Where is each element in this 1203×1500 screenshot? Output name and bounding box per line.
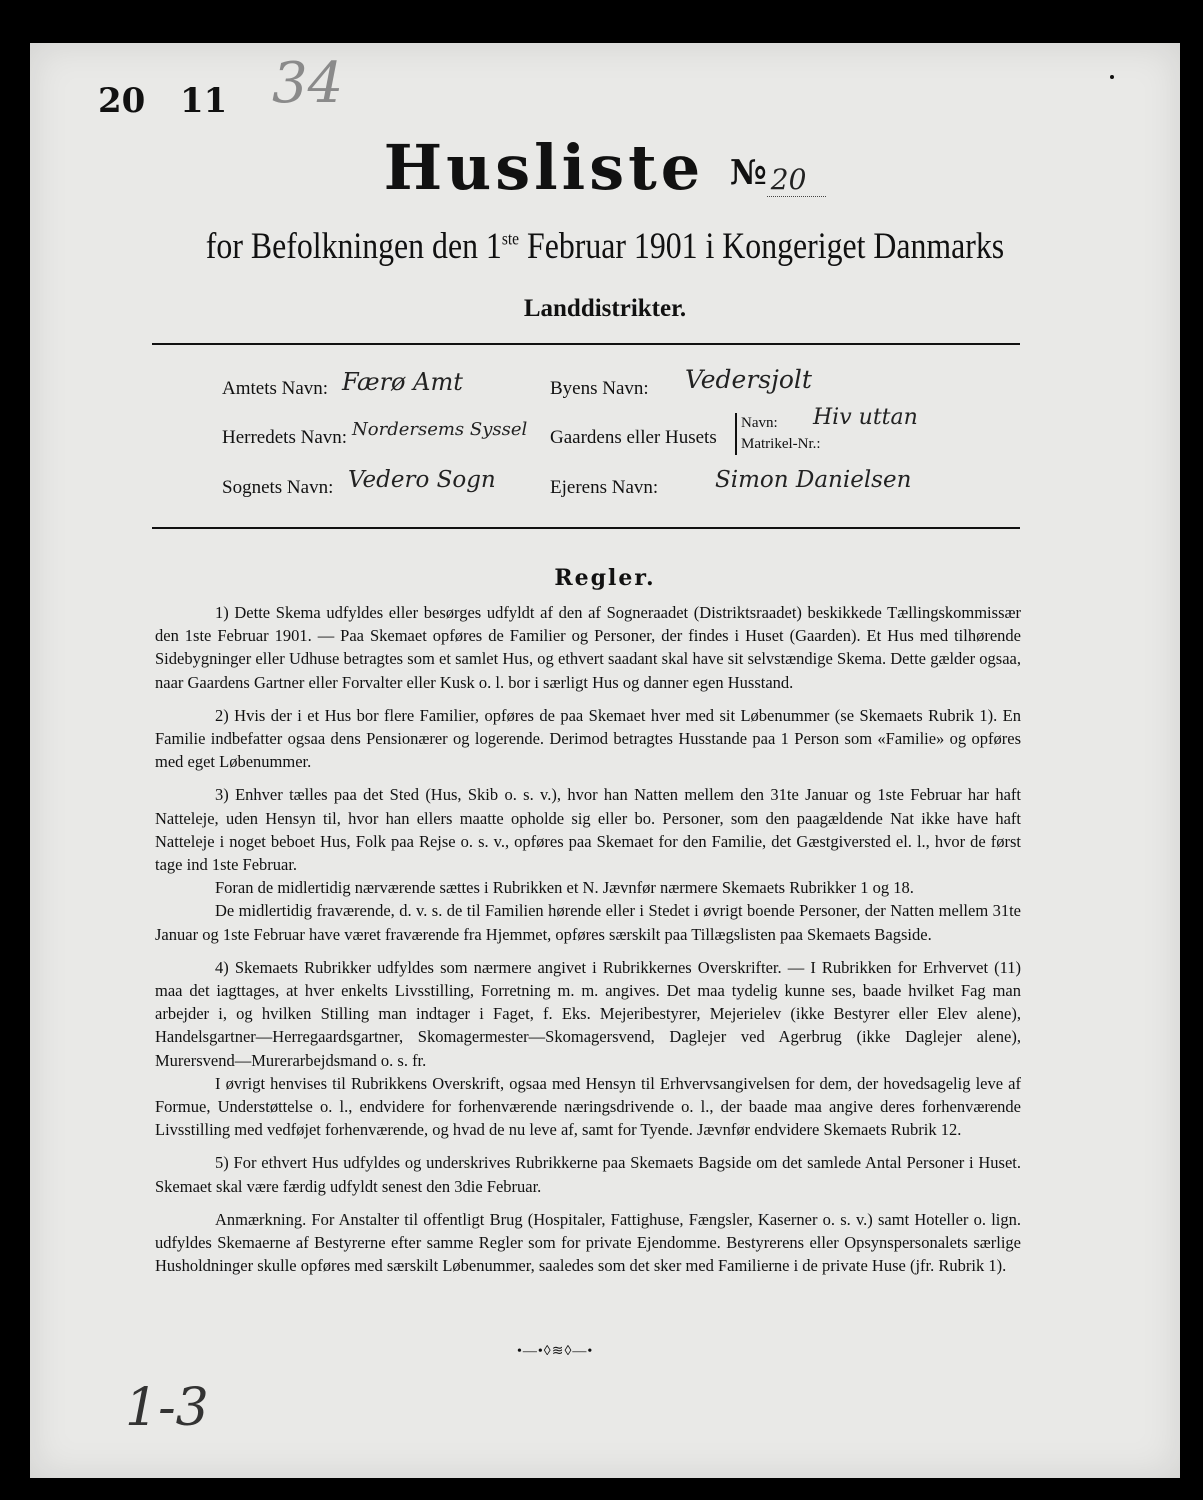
subtitle-post: Februar 1901 i Kongeriget Danmarks	[519, 226, 1005, 267]
pencil-page-number: 34	[272, 51, 344, 116]
title-text: Husliste	[383, 131, 705, 204]
number-sign: №	[729, 153, 767, 193]
district-heading: Landdistrikter.	[523, 295, 687, 322]
rule-4-note: I øvrigt henvises til Rubrikkens Overskrift, ogsaa med Hensyn til Erhvervsangivelsen for dem, der hovedsagelig leve af Formue, Understøttelse o. l., endvidere for forhenværende næringsdrivende o. l., der baade maa angive deres forhenværende Livsstilling med vedføjet forhenværende, og hvad de nu leve af, samt for Tyende. Jævnfør endvidere Skemaets Rubrik 12.	[155, 1073, 1021, 1140]
gaard-bracket	[735, 413, 821, 455]
navn-label: Navn:	[741, 415, 778, 431]
house-number-value: 20	[767, 163, 827, 197]
bottom-rule	[152, 527, 1020, 529]
ink-dot	[1110, 75, 1114, 79]
rule-3-note-b: De midlertidig fraværende, d. v. s. de til Familien hørende eller i Stedet i øvrigt boende Personer, der Natten mellem 31te Januar og 1ste Februar have været fraværende fra Hjemmet, opføres særskilt paa Tillægslisten paa Skemaets Bagside.	[155, 901, 1021, 944]
subtitle-pre: for Befolkningen den 1	[205, 226, 502, 267]
rule-3-note-a: Foran de midlertidig nærværende sættes i Rubrikken et N. Jævnfør nærmere Skemaets Rubrikker 1 og 18.	[215, 878, 914, 898]
sogn-label: Sognets Navn:	[222, 477, 334, 498]
bottom-pencil-note: 1-3	[125, 1378, 209, 1438]
amt-value: Færø Amt	[342, 368, 463, 396]
rule-1: 1) Dette Skema udfyldes eller besørges udfyldt af den af Sogneraadet (Distriktsraadet) beskikkede Tællingskommissær den 1ste Februar 1901. — Paa Skemaet opføres de Familier og Personer, der findes i Huset (Gaarden). Et Hus med tilhørende Sidebygninger eller Udhuse betragtes som et samlet Hus, og ethvert saadant skal have sit selvstændige Skema. Dette gælder ogsaa, naar Gaardens Gartner eller Forvalter eller Kusk o. l. bor i særligt Hus og danner egen Husstand.	[155, 603, 1021, 692]
matrikel-label: Matrikel-Nr.:	[741, 436, 821, 452]
sogn-value: Vedero Sogn	[348, 467, 496, 493]
herred-value: Nordersems Syssel	[352, 419, 528, 440]
top-rule	[152, 343, 1020, 345]
by-value: Vedersjolt	[685, 365, 812, 394]
rules-text	[155, 601, 1021, 1287]
rule-2: 2) Hvis der i et Hus bor flere Familier, opføres de paa Skemaet hver med sit Løbenummer (se Skemaets Rubrik 1). En Familie indbefatter ogsaa dens Pensionærer og logerende. Derimod betragtes Husstande paa 1 Person som «Familie» og opføres med eget Løbenummer.	[155, 705, 1021, 772]
form-title	[30, 131, 1180, 204]
rule-5: 5) For ethvert Hus udfyldes og underskrives Rubrikkerne paa Skemaets Bagside om det samlede Antal Personer i Huset. Skemaet skal være færdig udfyldt senest den 3die Februar.	[155, 1153, 1021, 1196]
stamp-number-2: 11	[180, 81, 228, 121]
subtitle-sup: ste	[501, 228, 520, 249]
by-label: Byens Navn:	[550, 378, 649, 399]
ornament-divider: •—•◊≋◊—•	[517, 1344, 594, 1359]
herred-label: Herredets Navn:	[222, 427, 348, 448]
navn-value: Hiv uttan	[813, 405, 918, 430]
ejer-label: Ejerens Navn:	[550, 477, 659, 498]
amt-label: Amtets Navn:	[222, 378, 329, 399]
stamp-number-1: 20	[98, 81, 146, 121]
rules-heading: Regler.	[554, 565, 656, 591]
form-subtitle	[111, 225, 1100, 268]
gaard-label: Gaardens eller Husets	[550, 427, 717, 448]
annotation: Anmærkning. For Anstalter til offentligt Brug (Hospitaler, Fattighuse, Fængsler, Kaserner o. s. v.) samt Hoteller o. lign. udfyldes Skemaerne af Bestyrerne efter samme Regler som for private Ejendomme. Bestyrerens eller Opsynspersonalets særlige Husholdninger skulle opføres med særskilt Løbenummer, saaledes som det sker med Familierne i de private Huse (jfr. Rubrik 1).	[155, 1209, 1021, 1276]
census-form-sheet	[30, 43, 1180, 1478]
rule-4: 4) Skemaets Rubrikker udfyldes som nærmere angivet i Rubrikkernes Overskrifter. — I Rubrikken for Erhvervet (11) maa det iagttages, at hver enkelts Livsstilling, Forretning m. m. angives. Det maa tydelig kunne ses, baade hvilket Fag man arbejder i, og hvilken Stilling man indtager i Faget, f. Eks. Mejeribestyrer, Mejerielev (ikke Bestyrer eller Elev alene), Handelsgartner—Herregaardsgartner, Skomagermester—Skomagersvend, Daglejer ved Agerbrug (ikke Daglejer alene), Murersvend—Murerarbejdsmand o. s. fr.	[155, 957, 1021, 1070]
rule-3: 3) Enhver tælles paa det Sted (Hus, Skib o. s. v.), hvor han Natten mellem den 31te Januar og 1ste Februar har haft Natteleje, uden Hensyn til, hvor han ellers maatte opholde sig eller bo. Personer, som den paagældende Nat ikke have haft Natteleje i noget beboet Hus, Folk paa Rejse o. s. v., opføres paa Skemaet for den Familie, det Gæstgiversted el. l., hvor de først tage ind 1ste Februar.	[155, 785, 1021, 875]
ejer-value: Simon Danielsen	[715, 467, 912, 493]
